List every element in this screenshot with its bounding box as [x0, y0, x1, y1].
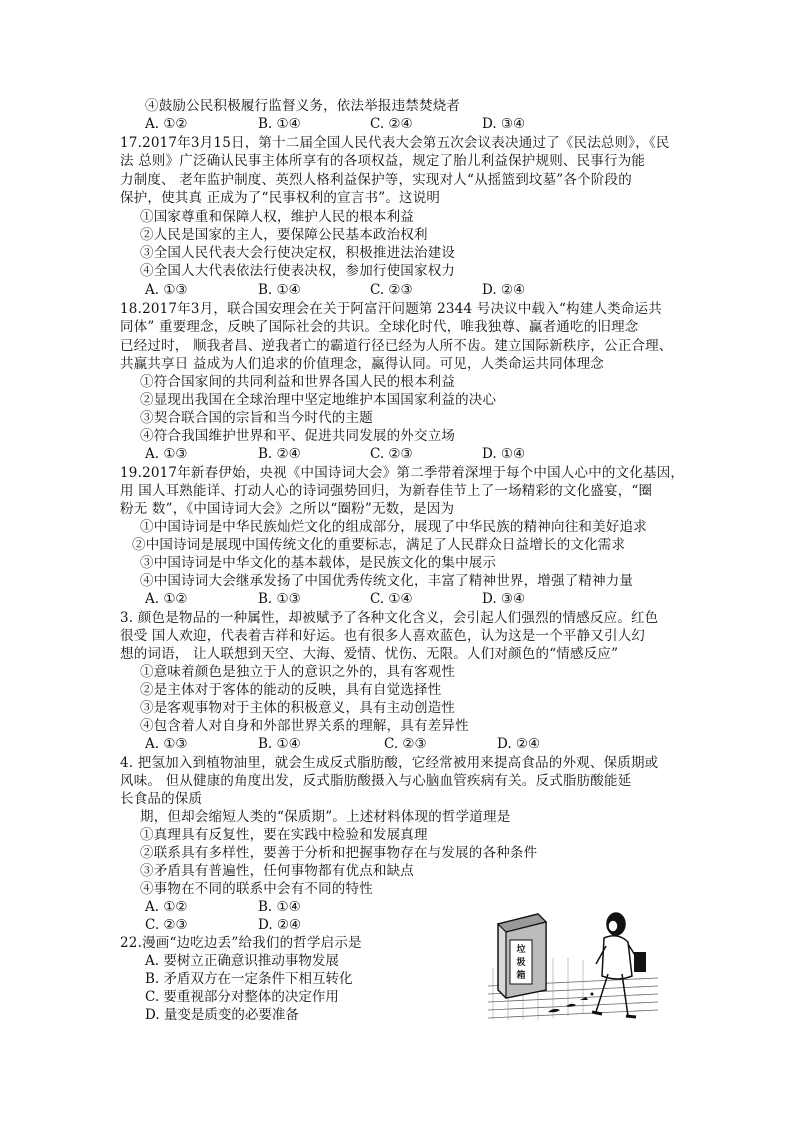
q16-option-d: D. ③④ [482, 116, 526, 132]
q4-option-a: A. ①② [145, 899, 188, 915]
q4-item-4: ④事物在不同的联系中会有不同的特性 [140, 881, 373, 897]
q19-option-a: A. ①② [145, 591, 188, 607]
q19-stem-line: 粉无 数”，《中国诗词大会》之所以“圈粉”无数，是因为 [120, 501, 455, 517]
q18-option-a: A. ①③ [145, 446, 188, 462]
q17-option-a: A. ①③ [145, 282, 188, 298]
q4-stem-line: 期，但却会缩短人类的“保质期”。上述材料体现的哲学道理是 [140, 809, 511, 825]
q3-option-b: B. ①④ [258, 736, 301, 752]
q3-stem-line: 3. 颜色是物品的一种属性，却被赋予了各种文化含义，会引起人们强烈的情感反应。红色 [120, 610, 659, 626]
q22-stem: 22.漫画“边吃边丢”给我们的哲学启示是 [120, 935, 362, 951]
q18-stem-line: 已经过时， 顺我者昌、逆我者亡的霸道行径已经为人所不齿。建立国际新秩序，公正合理、 [120, 338, 673, 354]
q3-item-1: ①意味着颜色是独立于人的意识之外的，具有客观性 [140, 664, 456, 680]
q17-item-4: ④全国人大代表依法行使表决权，参加行使国家权力 [140, 263, 456, 279]
q18-item-4: ④符合我国维护世界和平、促进共同发展的外交立场 [140, 428, 456, 444]
q17-item-3: ③全国人民代表大会行使决定权，积极推进法治建设 [140, 245, 456, 261]
q18-stem-line: 18.2017年3月，联合国安理会在关于阿富汗问题第 2344 号决议中载入“构建人类命运共 [120, 301, 662, 317]
q19-item-2: ②中国诗词是展现中国传统文化的重要标志，满足了人民群众日益增长的文化需求 [132, 537, 626, 553]
q22-option-a: A. 要树立正确意识推动事物发展 [145, 953, 339, 969]
q4-item-2: ②联系具有多样性，要善于分析和把握事物存在与发展的各种条件 [140, 845, 538, 861]
q18-stem-line: 同体” 重要理念，反映了国际社会的共识。全球化时代，唯我独尊、赢者通吃的旧理念 [120, 319, 639, 335]
q4-option-b: B. ①④ [258, 899, 301, 915]
q22-option-b: B. 矛盾双方在一定条件下相互转化 [145, 971, 353, 987]
q19-item-4: ④中国诗词大会继承发扬了中国优秀传统文化，丰富了精神世界，增强了精神力量 [140, 573, 634, 589]
svg-text:箱: 箱 [516, 971, 526, 981]
svg-text:圾: 圾 [516, 958, 526, 968]
q18-item-3: ③契合联合国的宗旨和当今时代的主题 [140, 410, 373, 426]
q17-option-b: B. ①④ [258, 282, 301, 298]
q19-option-b: B. ①③ [258, 591, 301, 607]
q17-option-c: C. ②③ [370, 282, 413, 298]
q19-stem-line: 用 国人耳熟能详、打动人心的诗词强势回归，为新春佳节上了一场精彩的文化盛宴，“圈 [120, 483, 653, 499]
q19-stem-line: 19.2017年新春伊始，央视《中国诗词大会》第二季带着深埋于每个中国人心中的文化基因， [120, 465, 685, 481]
q19-item-3: ③中国诗词是中华文化的基本载体，是民族文化的集中展示 [140, 555, 497, 571]
q17-stem-line: 力制度、 老年监护制度、英烈人格利益保护等，实现对人“从摇篮到坟墓”各个阶段的 [120, 172, 632, 188]
q18-option-d: D. ①④ [482, 446, 526, 462]
q4-stem-line: 风味。 但从健康的角度出发，反式脂肪酸摄入与心脑血管疾病有关。反式脂肪酸能延 [120, 773, 632, 789]
svg-text:垃: 垃 [516, 945, 526, 955]
q22-option-c: C. 要重视部分对整体的决定作用 [145, 989, 339, 1005]
q18-item-2: ②显现出我国在全球治理中坚定地维护本国国家利益的决心 [140, 392, 497, 408]
q19-option-d: D. ③④ [482, 591, 526, 607]
q4-option-d: D. ②④ [258, 917, 302, 933]
q22-option-d: D. 量变是质变的必要准备 [145, 1007, 299, 1023]
q18-stem-line: 共赢共享日 益成为人们追求的价值理念，赢得认同。可见，人类命运共同体理念 [120, 356, 604, 372]
q16-option-a: A. ①② [145, 116, 188, 132]
q17-option-d: D. ②④ [482, 282, 526, 298]
q4-item-3: ③矛盾具有普遍性，任何事物都有优点和缺点 [140, 863, 414, 879]
cartoon-litter-illustration [488, 908, 658, 1026]
q17-item-1: ①国家尊重和保障人权，维护人民的根本利益 [140, 209, 414, 225]
q17-item-2: ②人民是国家的主人，要保障公民基本政治权利 [140, 227, 428, 243]
q3-stem-line: 想的词语， 让人联想到天空、大海、爱情、忧伤、无限。人们对颜色的“情感反应” [120, 646, 619, 662]
q3-stem-line: 很受 国人欢迎，代表着吉祥和好运。也有很多人喜欢蓝色，认为这是一个平静又引人幻 [120, 628, 646, 644]
q17-stem-line: 法 总则》广泛确认民事主体所享有的各项权益，规定了胎儿利益保护规则、民事行为能 [120, 153, 646, 169]
q4-stem-line: 4. 把氢加入到植物油里，就会生成反式脂肪酸，它经常被用来提高食品的外观、保质期或 [120, 755, 659, 771]
q17-stem-line: 保护，使其真 正成为了“民事权利的宣言书”。这说明 [120, 190, 441, 206]
q19-item-1: ①中国诗词是中华民族灿烂文化的组成部分，展现了中华民族的精神向往和美好追求 [140, 519, 647, 535]
q17-stem-line: 17.2017年3月15日，第十二届全国人民代表大会第五次会议表决通过了《民法总则》，《民 [120, 135, 670, 151]
q18-option-b: B. ②④ [258, 446, 301, 462]
q16-option-b: B. ①④ [258, 116, 301, 132]
trash-bin-sign [516, 943, 525, 981]
q3-option-d: D. ②④ [497, 736, 541, 752]
q18-item-1: ①符合国家间的共同利益和世界各国人民的根本利益 [140, 374, 456, 390]
q19-option-c: C. ①④ [370, 591, 413, 607]
q3-item-4: ④包含着人对自身和外部世界关系的理解，具有差异性 [140, 718, 469, 734]
q3-option-a: A. ①③ [145, 736, 188, 752]
q16-option-c: C. ②④ [370, 116, 413, 132]
q4-option-c: C. ②③ [145, 917, 188, 933]
q18-option-c: C. ②③ [370, 446, 413, 462]
q3-item-2: ②是主体对于客体的能动的反映，具有自觉选择性 [140, 682, 442, 698]
q16-item-4: ④鼓励公民积极履行监督义务，依法举报违禁焚烧者 [145, 98, 461, 114]
q4-stem-line: 长食品的保质 [120, 791, 203, 807]
q3-item-3: ③是客观事物对于主体的积极意义，具有主动创造性 [140, 700, 456, 716]
q4-item-1: ①真理具有反复性，要在实践中检验和发展真理 [140, 827, 428, 843]
q3-option-c: C. ②③ [384, 736, 427, 752]
